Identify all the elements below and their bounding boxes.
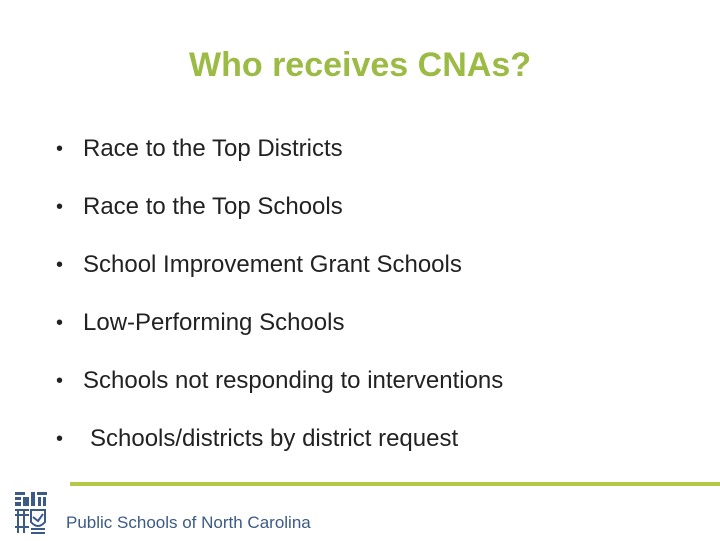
bullet-text: School Improvement Grant Schools [83,251,462,278]
bullet-mark: • [56,370,64,392]
bullet-item [56,421,503,457]
footer-divider [70,482,720,486]
bullet-text: Schools/districts by district request [90,425,459,452]
bullet-text: Low-Performing Schools [83,309,345,336]
bullet-mark: • [56,254,64,276]
slide-title: Who receives CNAs? [189,46,531,84]
bullet-item [56,247,503,283]
bullet-item [56,363,503,399]
bullet-mark: • [56,312,64,334]
bullet-mark: • [56,428,64,450]
bullet-mark: • [56,138,64,160]
bullet-item [56,189,503,225]
organization-name: Public Schools of North Carolina [66,513,311,532]
bullet-text: Race to the Top Schools [83,193,343,220]
bullet-item [56,131,503,167]
bullet-mark: • [56,196,64,218]
bullet-text: Schools not responding to interventions [83,367,504,394]
bullet-text: Race to the Top Districts [83,135,343,162]
bullet-item [56,305,503,341]
bullet-list [56,131,503,479]
nc-dpi-logo-icon [14,490,58,536]
